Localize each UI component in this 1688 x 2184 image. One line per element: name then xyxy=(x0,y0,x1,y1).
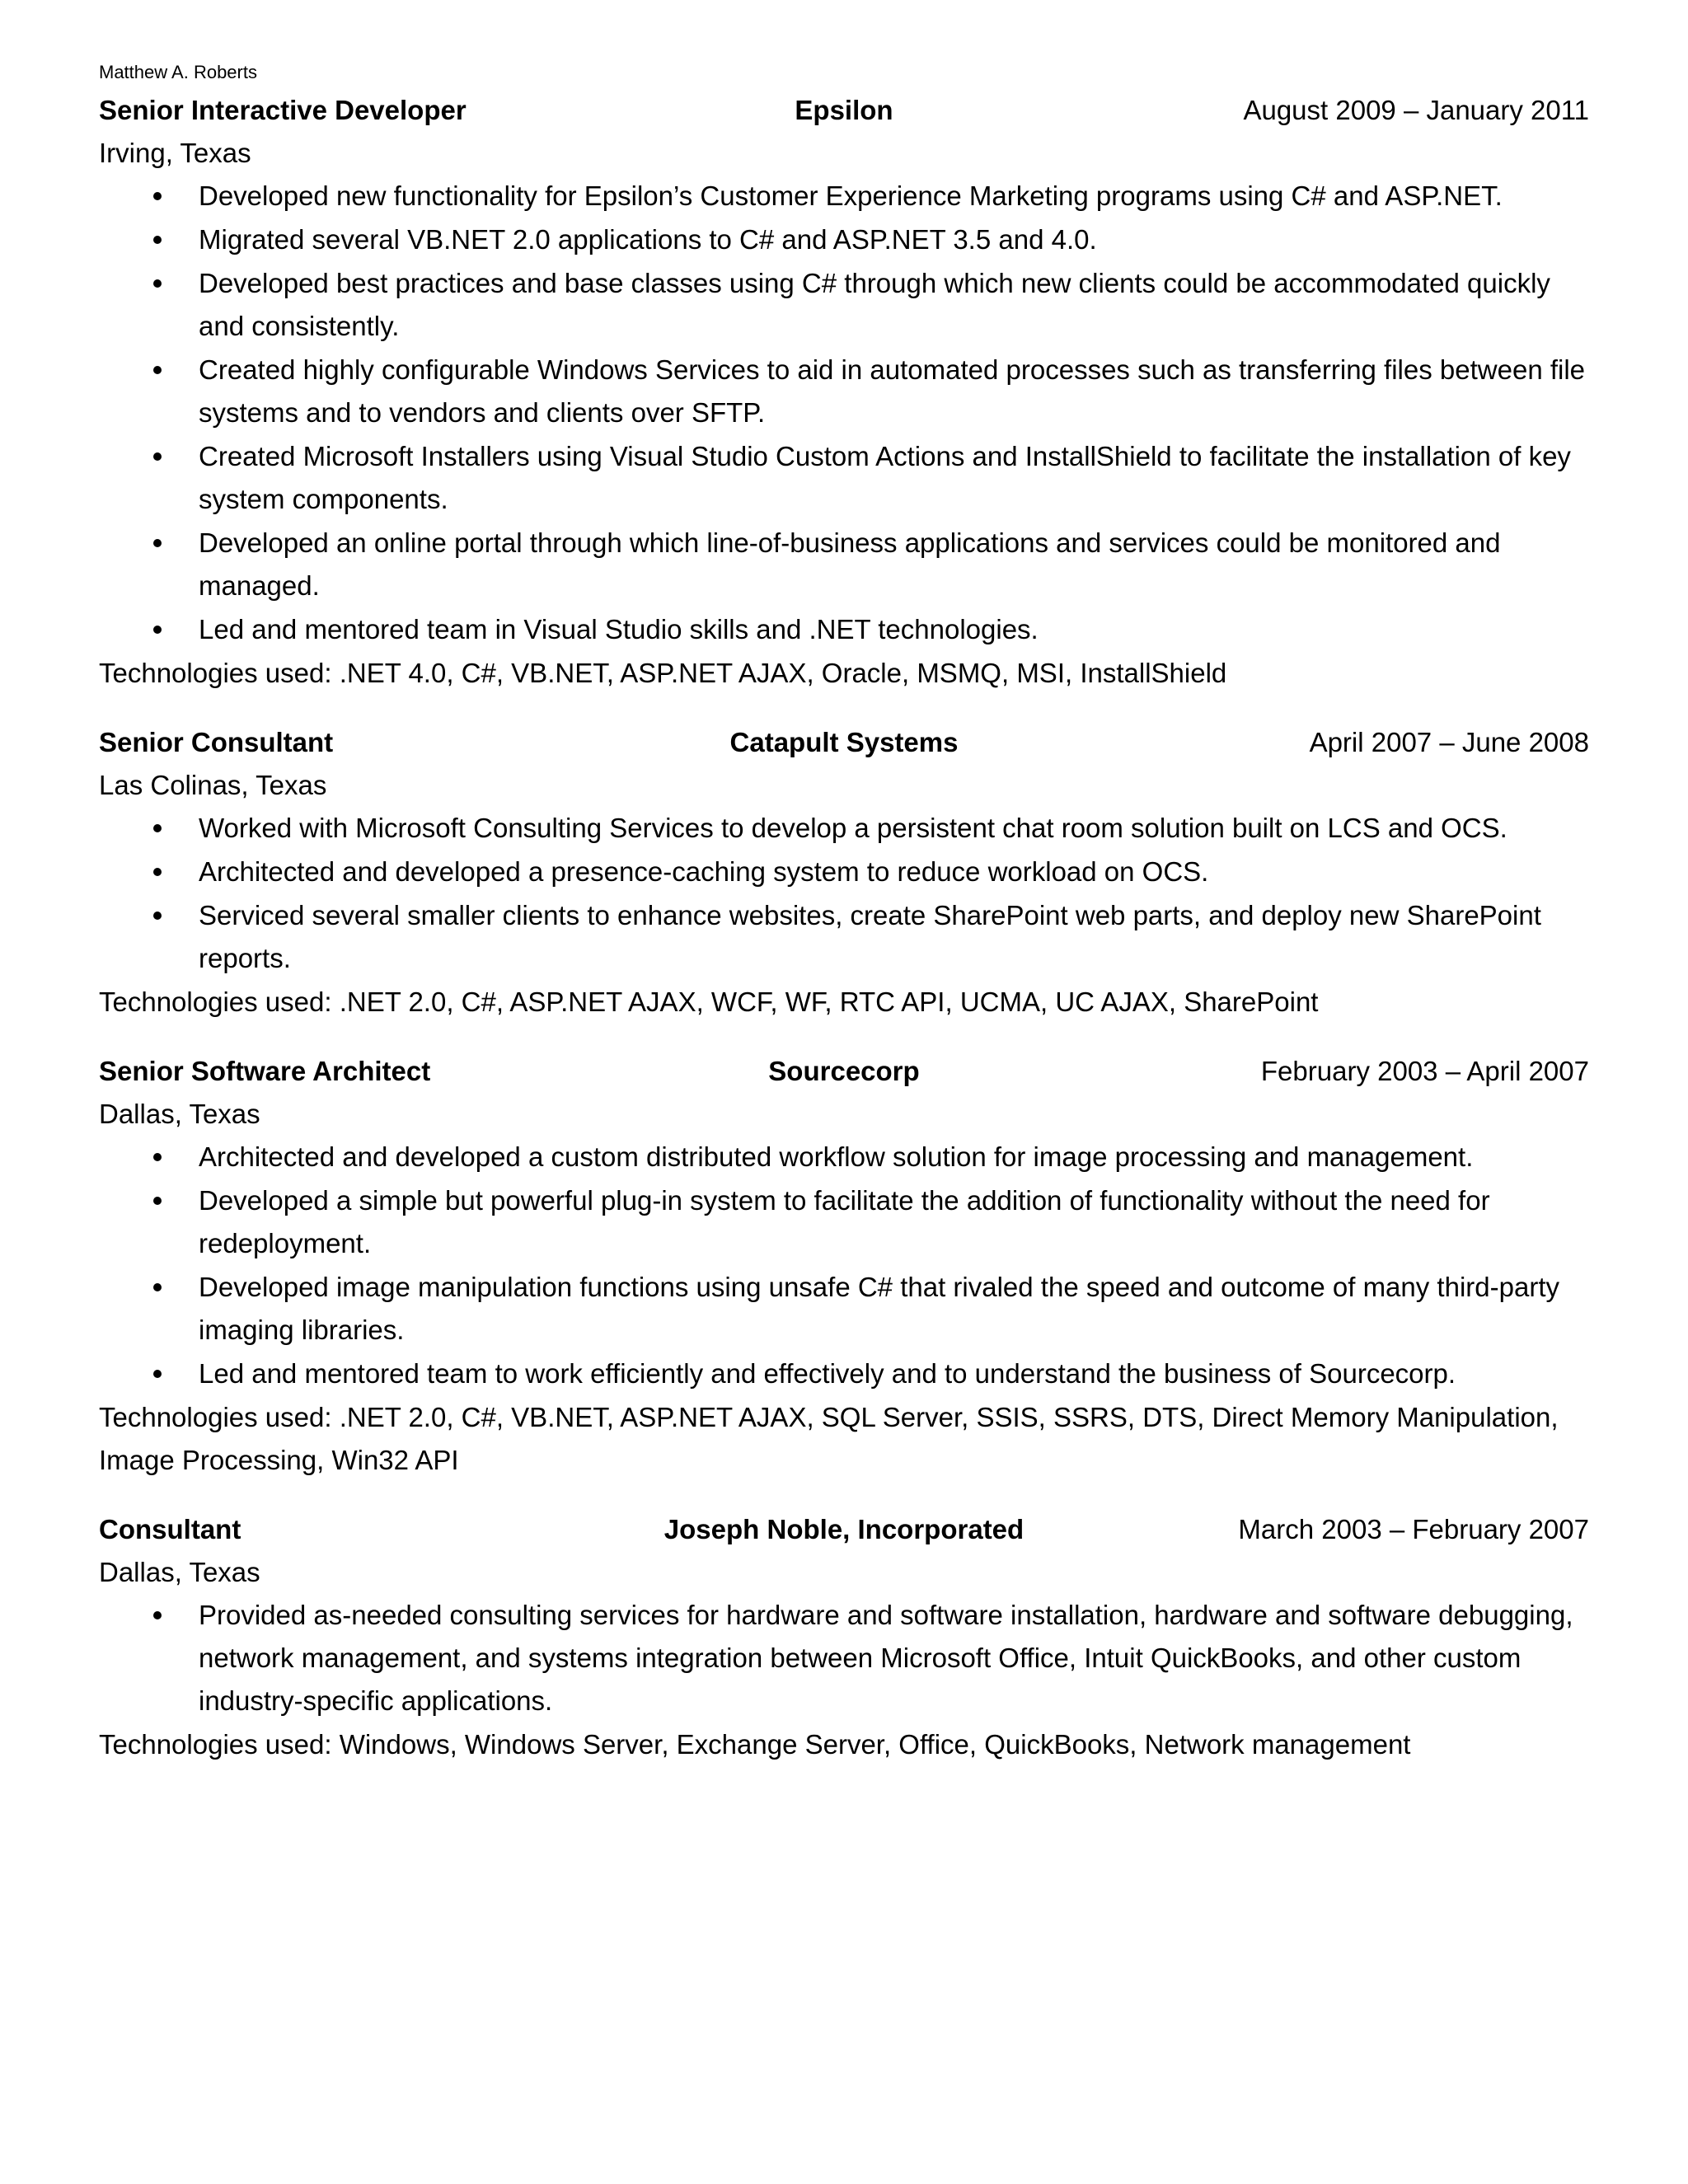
job-entry xyxy=(99,1508,1589,1766)
job-technologies: Technologies used: .NET 2.0, C#, VB.NET, ASP.NET AJAX, SQL Server, SSIS, SSRS, DTS, Direct Memory Manipulation, Image Processing, Win32 API xyxy=(99,1402,1559,1475)
job-bullet xyxy=(99,522,1589,607)
job-bullet-text: Developed best practices and base classes using C# through which new clients could be accommodated quickly and consistently. xyxy=(199,268,1550,341)
job-bullet xyxy=(99,262,1589,348)
job-location: Dallas, Texas xyxy=(99,1099,260,1129)
job-header xyxy=(99,1050,1589,1093)
job-bullet-list xyxy=(99,1136,1589,1395)
job-bullet-list xyxy=(99,807,1589,980)
job-technologies: Technologies used: .NET 2.0, C#, ASP.NET AJAX, WCF, WF, RTC API, UCMA, UC AJAX, SharePoint xyxy=(99,987,1319,1017)
job-company: Epsilon xyxy=(795,95,893,125)
experience-section xyxy=(99,89,1589,1766)
bullet-dot-icon xyxy=(153,1153,162,1161)
resume-page xyxy=(99,56,1589,1766)
job-location: Dallas, Texas xyxy=(99,1557,260,1587)
job-technologies: Technologies used: Windows, Windows Server, Exchange Server, Office, QuickBooks, Network management xyxy=(99,1729,1411,1760)
job-company: Catapult Systems xyxy=(729,727,959,757)
job-bullet-list xyxy=(99,1594,1589,1722)
job-company: Sourcecorp xyxy=(768,1056,920,1086)
job-bullet xyxy=(99,807,1589,850)
job-bullet-text: Led and mentored team in Visual Studio skills and .NET technologies. xyxy=(199,614,1039,644)
job-bullet-text: Created highly configurable Windows Services to aid in automated processes such as transferring files between file systems and to vendors and clients over SFTP. xyxy=(199,354,1586,428)
job-bullet-text: Developed an online portal through which line-of-business applications and services could be monitored and managed. xyxy=(199,527,1501,601)
job-bullet xyxy=(99,894,1589,980)
bullet-dot-icon xyxy=(153,279,162,288)
bullet-dot-icon xyxy=(153,912,162,920)
job-bullet-list xyxy=(99,175,1589,651)
job-bullet xyxy=(99,851,1589,893)
section-gap xyxy=(99,1024,1589,1050)
bullet-dot-icon xyxy=(153,192,162,200)
bullet-dot-icon xyxy=(153,1197,162,1205)
job-location: Las Colinas, Texas xyxy=(99,770,327,800)
job-bullet xyxy=(99,1594,1589,1722)
bullet-dot-icon xyxy=(153,539,162,547)
bullet-dot-icon xyxy=(153,868,162,876)
job-dates: March 2003 – February 2007 xyxy=(1238,1514,1589,1544)
job-title: Senior Interactive Developer xyxy=(99,95,467,125)
job-bullet xyxy=(99,1352,1589,1395)
bullet-dot-icon xyxy=(153,1611,162,1619)
job-bullet xyxy=(99,175,1589,218)
job-header xyxy=(99,1508,1589,1551)
job-bullet xyxy=(99,1179,1589,1265)
job-bullet-text: Architected and developed a custom distributed workflow solution for image processing and management. xyxy=(199,1141,1474,1172)
bullet-dot-icon xyxy=(153,626,162,634)
job-bullet xyxy=(99,349,1589,434)
job-bullet-text: Developed new functionality for Epsilon’s Customer Experience Marketing programs using C# and ASP.NET. xyxy=(199,180,1503,211)
job-bullet-text: Serviced several smaller clients to enhance websites, create SharePoint web parts, and deploy new SharePoint reports. xyxy=(199,900,1541,973)
job-dates: August 2009 – January 2011 xyxy=(1243,95,1589,125)
section-gap xyxy=(99,695,1589,721)
bullet-dot-icon xyxy=(153,1283,162,1291)
job-entry xyxy=(99,1050,1589,1482)
job-bullet-text: Worked with Microsoft Consulting Services to develop a persistent chat room solution built on LCS and OCS. xyxy=(199,813,1507,843)
bullet-dot-icon xyxy=(153,824,162,832)
bullet-dot-icon xyxy=(153,236,162,244)
job-company: Joseph Noble, Incorporated xyxy=(663,1514,1025,1544)
job-technologies: Technologies used: .NET 4.0, C#, VB.NET, ASP.NET AJAX, Oracle, MSMQ, MSI, InstallShield xyxy=(99,658,1227,688)
section-gap xyxy=(99,1482,1589,1508)
job-bullet-text: Created Microsoft Installers using Visual Studio Custom Actions and InstallShield to facilitate the installation of key system components. xyxy=(199,441,1571,514)
job-bullet-text: Led and mentored team to work efficiently and effectively and to understand the business of Sourcecorp. xyxy=(199,1358,1456,1389)
job-bullet-text: Provided as-needed consulting services for hardware and software installation, hardware and software debugging, network management, and systems integration between Microsoft Office, Intuit QuickBooks, and other custom industry-specific applications. xyxy=(199,1600,1573,1716)
job-bullet-text: Migrated several VB.NET 2.0 applications to C# and ASP.NET 3.5 and 4.0. xyxy=(199,224,1097,255)
job-bullet xyxy=(99,1266,1589,1352)
job-bullet xyxy=(99,608,1589,651)
job-bullet-text: Architected and developed a presence-caching system to reduce workload on OCS. xyxy=(199,856,1209,887)
job-bullet-text: Developed image manipulation functions using unsafe C# that rivaled the speed and outcome of many third-party imaging libraries. xyxy=(199,1272,1559,1345)
job-location: Irving, Texas xyxy=(99,138,251,168)
bullet-dot-icon xyxy=(153,1370,162,1378)
job-title: Consultant xyxy=(99,1514,241,1544)
job-header xyxy=(99,89,1589,132)
job-dates: April 2007 – June 2008 xyxy=(1309,727,1589,757)
job-title: Senior Consultant xyxy=(99,727,334,757)
job-dates: February 2003 – April 2007 xyxy=(1260,1056,1589,1086)
job-bullet xyxy=(99,435,1589,521)
job-header xyxy=(99,721,1589,764)
job-bullet xyxy=(99,1136,1589,1179)
job-bullet xyxy=(99,218,1589,261)
header-name: Matthew A. Roberts xyxy=(99,62,257,82)
job-entry xyxy=(99,89,1589,695)
job-title: Senior Software Architect xyxy=(99,1056,431,1086)
bullet-dot-icon xyxy=(153,452,162,461)
job-entry xyxy=(99,721,1589,1024)
job-bullet-text: Developed a simple but powerful plug-in system to facilitate the addition of functionality without the need for redeployment. xyxy=(199,1185,1490,1258)
bullet-dot-icon xyxy=(153,366,162,374)
